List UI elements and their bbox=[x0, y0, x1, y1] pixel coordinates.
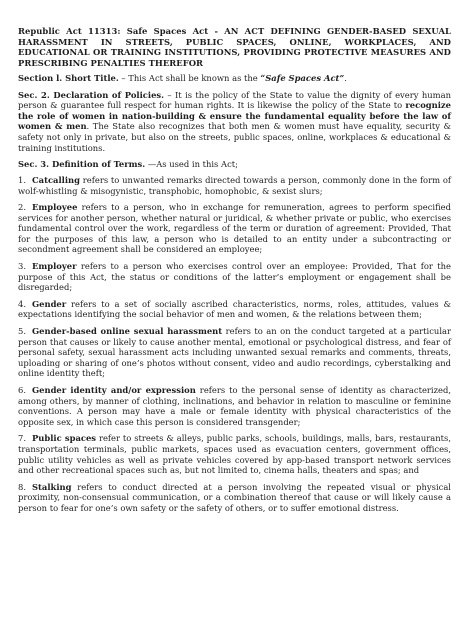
definition-text: refers to conduct directed at a person involving the repeated visual or physical proximity, non-consensual communication, or a combination thereof that cause or will likely cause a person to fear for one’s own safety or the safety of others, or to suffer emotional distress. bbox=[18, 481, 451, 513]
definition-item bbox=[18, 202, 451, 255]
definition-term: Gender bbox=[32, 298, 67, 309]
definition-text: refers to unwanted remarks directed towards a person, commonly done in the form of wolf-whistling & misogynistic, transphobic, homophobic, & sexist slurs; bbox=[18, 174, 451, 196]
section-1 bbox=[18, 73, 451, 84]
definition-text: refers to the personal sense of identity as characterized, among others, by manner of clothing, inclinations, and behavior in relation to masculine or feminine conventions. A person may have a male or female identity with physical characteristics of the opposite sex, in which case this person is considered transgender; bbox=[18, 385, 452, 427]
definition-term: Public spaces bbox=[32, 433, 97, 444]
section-2-text-1: – It is the policy of the State to value the dignity of every human person & guarantee full respect for human rights. It is likewise the policy of the State to bbox=[18, 89, 451, 111]
definition-number: 7. bbox=[18, 433, 26, 444]
section-3-heading: Sec. 3. Definition of Terms. bbox=[18, 158, 146, 169]
definition-text: refers to a person who exercises control over an employee: Provided, That for the purpose of this Act, the status or conditions of the latter’s employment or engagement shall be disregarded; bbox=[18, 261, 451, 293]
definition-term: Gender-based online sexual harassment bbox=[32, 326, 223, 337]
section-1-text: – This Act shall be known as the bbox=[118, 73, 261, 84]
document-title: Republic Act 11313: Safe Spaces Act - AN ACT DEFINING GENDER-BASED SEXUAL HARASSMENT IN STREETS, PUBLIC SPACES, ONLINE, WORKPLACES, AND EDUCATIONAL OR TRAINING INSTITUTIONS, PROVIDING PROTECTIVE MEASURES AND PRESCRIBING PENALTIES THEREFOR bbox=[18, 26, 451, 68]
section-2 bbox=[18, 90, 451, 154]
section-3 bbox=[18, 159, 451, 170]
definition-item bbox=[18, 261, 451, 293]
definition-term: Employer bbox=[32, 261, 77, 272]
definition-number: 1. bbox=[18, 174, 26, 185]
definition-item bbox=[18, 326, 451, 379]
definition-item bbox=[18, 299, 451, 320]
definition-number: 8. bbox=[18, 481, 26, 492]
definition-term: Employee bbox=[32, 202, 78, 213]
definition-number: 2. bbox=[18, 202, 26, 213]
definition-term: Gender identity and/or expression bbox=[32, 385, 196, 395]
section-1-end: . bbox=[344, 73, 347, 84]
definition-term: Catcalling bbox=[32, 174, 80, 185]
definition-text: refers to a person, who in exchange for remuneration, agrees to perform specified services for another person, whether natural or juridical, & whether private or public, who exercises fundamental control over the work, regardless of the term or duration of agreement: Provided, That for the purposes of this law, a person who is detailed to an entity under a subcontracting or secondment agreement shall be considered an employee; bbox=[18, 202, 451, 255]
section-2-heading: Sec. 2. Declaration of Policies. bbox=[18, 89, 165, 100]
section-1-act-name: “Safe Spaces Act” bbox=[260, 73, 345, 84]
definition-item bbox=[18, 482, 451, 514]
definition-text: refer to streets & alleys, public parks, schools, buildings, malls, bars, restaurants, transportation terminals, public markets, spaces used as evacuation centers, government offices, public utility vehicles as well as private vehicles covered by app-based transport network services and other recreational spaces such as, but not limited to, cinema halls, theaters and spas; and bbox=[18, 433, 451, 476]
definition-term: Stalking bbox=[32, 481, 72, 492]
section-2-text-2: . The State also recognizes that both men & women must have equality, security & safety not only in private, but also on the streets, public spaces, online, workplaces & educational & training institutions. bbox=[18, 121, 451, 153]
section-3-text: —As used in this Act; bbox=[145, 158, 238, 169]
definition-text: refers to an on the conduct targeted at a particular person that causes or likely to cause another mental, emotional or psychological distress, and fear of personal safety, sexual harassment acts including unwanted sexual remarks and comments, threats, uploading or sharing of one’s photos without consent, video and audio recordings, cyberstalking and online identity theft; bbox=[18, 326, 451, 379]
definition-number: 6. bbox=[18, 385, 26, 395]
section-2-bold-policy: recognize the role of women in nation-building & ensure the fundamental equality before the law of women & men bbox=[18, 100, 451, 132]
definition-text: refers to a set of socially ascribed characteristics, norms, roles, attitudes, values & expectations identifying the social behavior of men and women, & the relations between them; bbox=[18, 298, 451, 320]
definition-number: 3. bbox=[18, 261, 26, 272]
definition-number: 4. bbox=[18, 298, 26, 309]
definition-item bbox=[18, 175, 451, 196]
section-1-heading: Section l. Short Title. bbox=[18, 73, 119, 84]
definition-number: 5. bbox=[18, 326, 26, 337]
definition-item bbox=[18, 433, 451, 475]
definition-item bbox=[18, 385, 451, 427]
